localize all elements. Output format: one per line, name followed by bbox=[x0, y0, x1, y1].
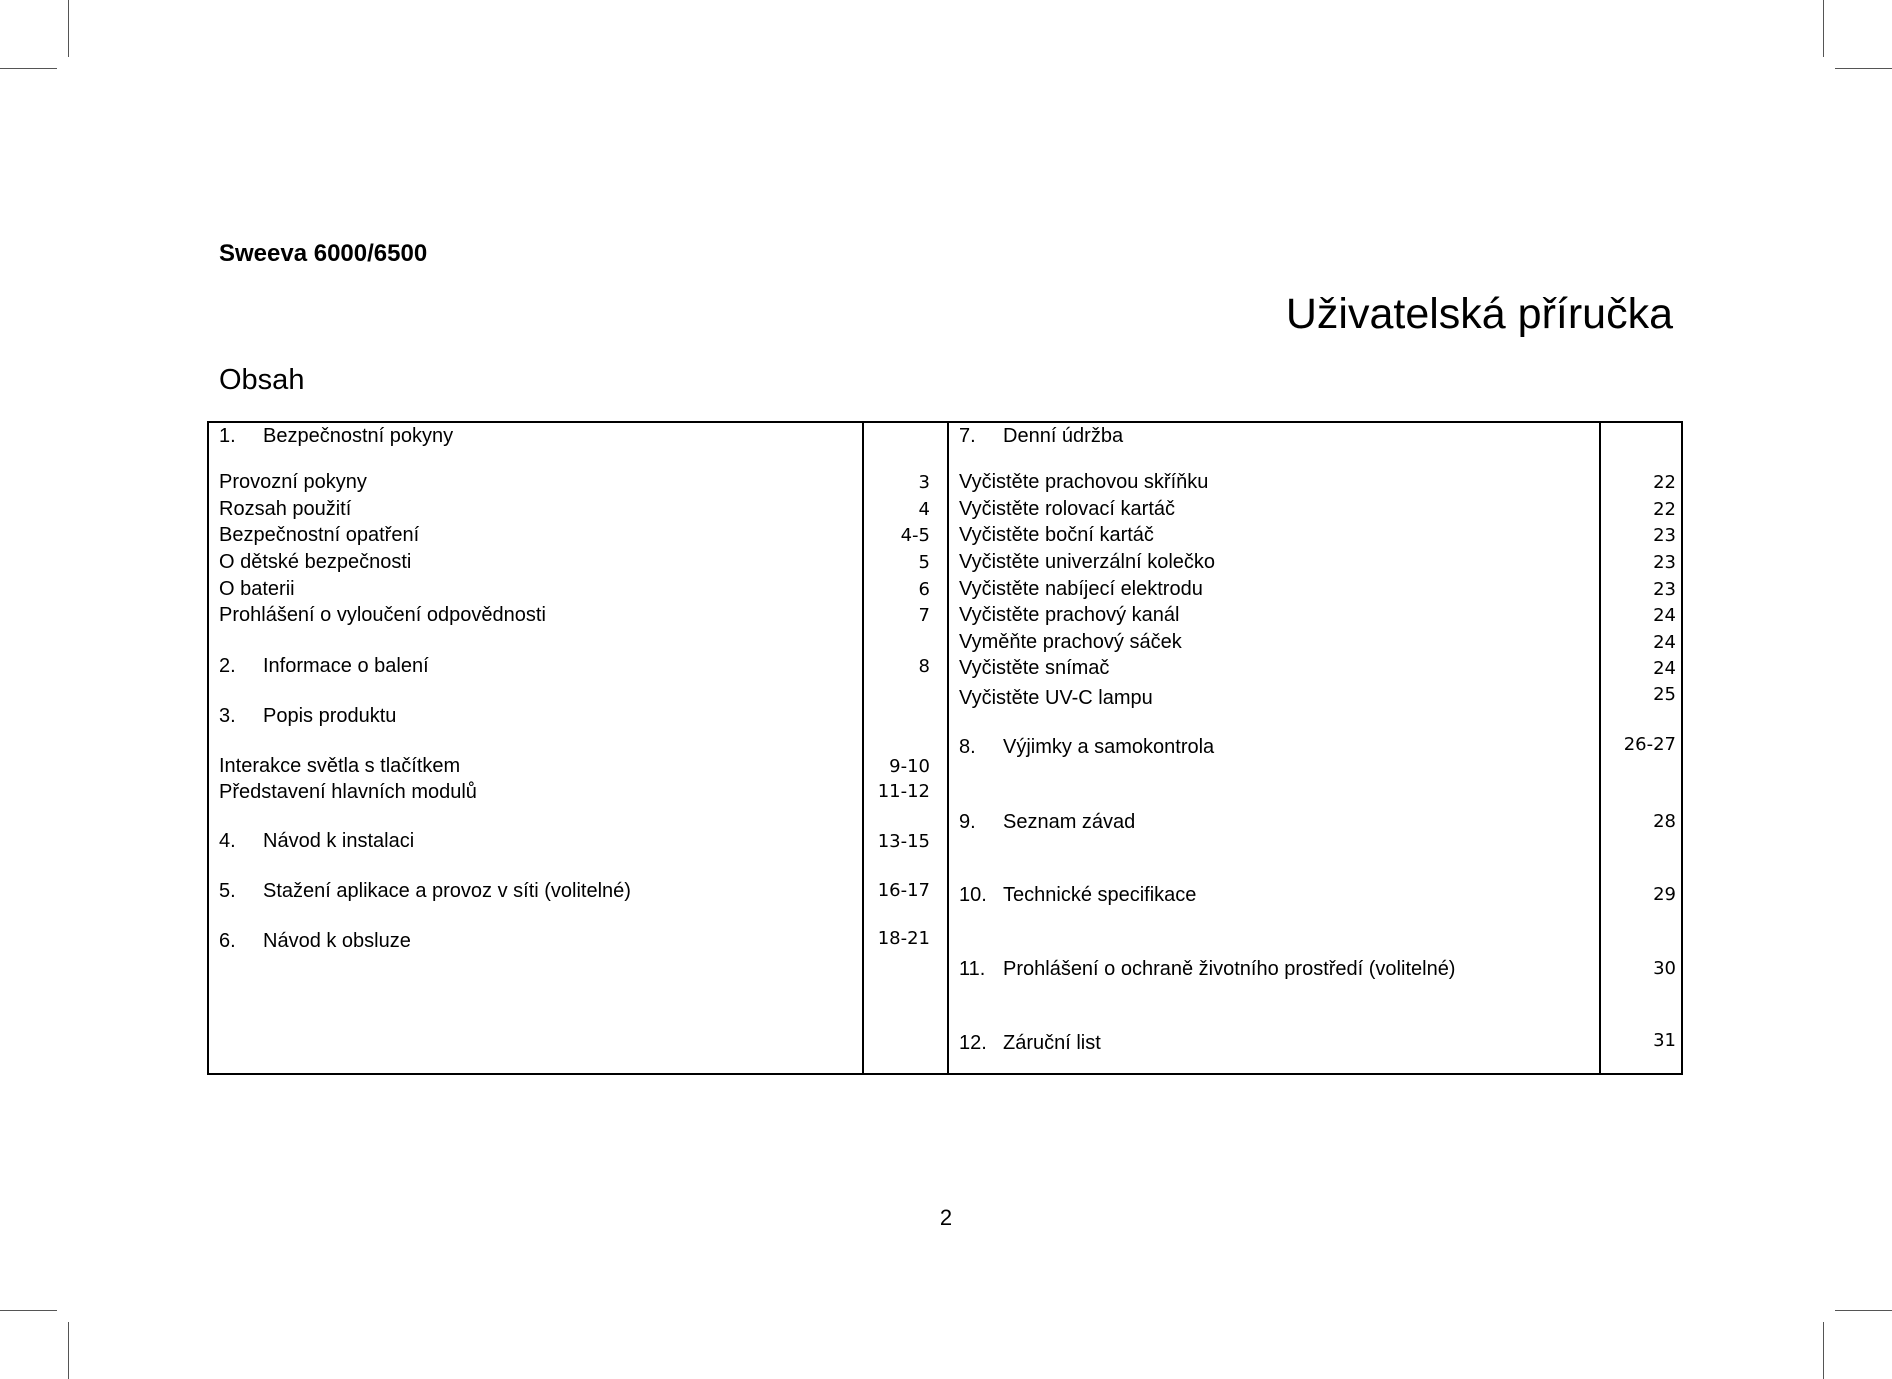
toc-page: 30 bbox=[1653, 958, 1676, 979]
toc-heading: Obsah bbox=[219, 364, 305, 396]
toc-page: 18-21 bbox=[877, 928, 930, 949]
toc-entry-section: 4. Návod k instalaci bbox=[219, 830, 415, 852]
toc-page: 29 bbox=[1653, 884, 1676, 905]
toc-entry: Interakce světla s tlačítkem bbox=[219, 755, 461, 777]
toc-entry-section: 3. Popis produktu bbox=[219, 705, 397, 727]
toc-page: 4 bbox=[918, 499, 930, 520]
crop-mark bbox=[68, 1322, 69, 1379]
toc-page: 22 bbox=[1653, 499, 1676, 520]
toc-page: 11-12 bbox=[877, 781, 930, 802]
toc-page: 8 bbox=[918, 656, 930, 677]
toc-entry-section: 5. Stažení aplikace a provoz v síti (volitelné) bbox=[219, 880, 631, 902]
product-name: Sweeva 6000/6500 bbox=[219, 240, 428, 267]
toc-entry-section: 11. Prohlášení o ochraně životního prostředí (volitelné) bbox=[959, 958, 1456, 980]
toc-entry: Vyčistěte UV-C lampu bbox=[959, 687, 1153, 709]
toc-page: 28 bbox=[1653, 811, 1676, 832]
page-number: 2 bbox=[939, 1205, 953, 1230]
crop-mark bbox=[68, 0, 69, 57]
toc-page: 25 bbox=[1653, 684, 1676, 705]
toc-page: 23 bbox=[1653, 525, 1676, 546]
toc-entry: Prohlášení o vyloučení odpovědnosti bbox=[219, 604, 546, 626]
toc-entry-section: 1. Bezpečnostní pokyny bbox=[219, 425, 454, 447]
toc-entry-section: 7. Denní údržba bbox=[959, 425, 1124, 447]
toc-page: 23 bbox=[1653, 579, 1676, 600]
toc-page: 3 bbox=[918, 472, 930, 493]
toc-entry-section: 8. Výjimky a samokontrola bbox=[959, 736, 1215, 758]
toc-entry: Vyčistěte boční kartáč bbox=[959, 524, 1154, 546]
toc-entry: Rozsah použití bbox=[219, 498, 352, 520]
toc-entry: Vyčistěte prachový kanál bbox=[959, 604, 1180, 626]
crop-mark bbox=[0, 1310, 57, 1311]
toc-page: 4-5 bbox=[900, 525, 930, 546]
toc-page: 16-17 bbox=[877, 880, 930, 901]
toc-page: 31 bbox=[1653, 1030, 1676, 1051]
toc-page: 5 bbox=[918, 552, 930, 573]
toc-entry-section: 2. Informace o balení bbox=[219, 655, 429, 677]
toc-page: 6 bbox=[918, 579, 930, 600]
toc-entry: Vyčistěte rolovací kartáč bbox=[959, 498, 1176, 520]
toc-entry: Představení hlavních modulů bbox=[219, 781, 477, 803]
toc-table bbox=[207, 421, 1683, 1075]
toc-page: 13-15 bbox=[877, 831, 930, 852]
toc-entry: Vyměňte prachový sáček bbox=[959, 631, 1182, 653]
document-title: Uživatelská příručka bbox=[1285, 290, 1673, 338]
crop-mark bbox=[1835, 1310, 1892, 1311]
toc-entry: Vyčistěte univerzální kolečko bbox=[959, 551, 1216, 573]
toc-page: 24 bbox=[1653, 658, 1676, 679]
toc-page: 26-27 bbox=[1623, 734, 1676, 755]
toc-page: 22 bbox=[1653, 472, 1676, 493]
toc-entry: Vyčistěte prachovou skříňku bbox=[959, 471, 1209, 493]
toc-entry-section: 12. Záruční list bbox=[959, 1032, 1101, 1054]
crop-mark bbox=[1835, 68, 1892, 69]
toc-column-divider bbox=[947, 421, 949, 1075]
toc-page: 24 bbox=[1653, 605, 1676, 626]
toc-page: 7 bbox=[918, 605, 930, 626]
toc-page: 9-10 bbox=[889, 756, 930, 777]
toc-entry: O dětské bezpečnosti bbox=[219, 551, 412, 573]
toc-entry: Bezpečnostní opatření bbox=[219, 524, 420, 546]
toc-entry: Vyčistěte nabíjecí elektrodu bbox=[959, 578, 1203, 600]
toc-page: 24 bbox=[1653, 632, 1676, 653]
toc-entry-section: 9. Seznam závad bbox=[959, 811, 1136, 833]
toc-page: 23 bbox=[1653, 552, 1676, 573]
toc-entry: O baterii bbox=[219, 578, 295, 600]
toc-entry-section: 10. Technické specifikace bbox=[959, 884, 1197, 906]
crop-mark bbox=[0, 68, 57, 69]
toc-entry: Provozní pokyny bbox=[219, 471, 367, 493]
toc-entry-section: 6. Návod k obsluze bbox=[219, 930, 411, 952]
toc-entry: Vyčistěte snímač bbox=[959, 657, 1110, 679]
crop-mark bbox=[1823, 0, 1824, 57]
crop-mark bbox=[1823, 1322, 1824, 1379]
